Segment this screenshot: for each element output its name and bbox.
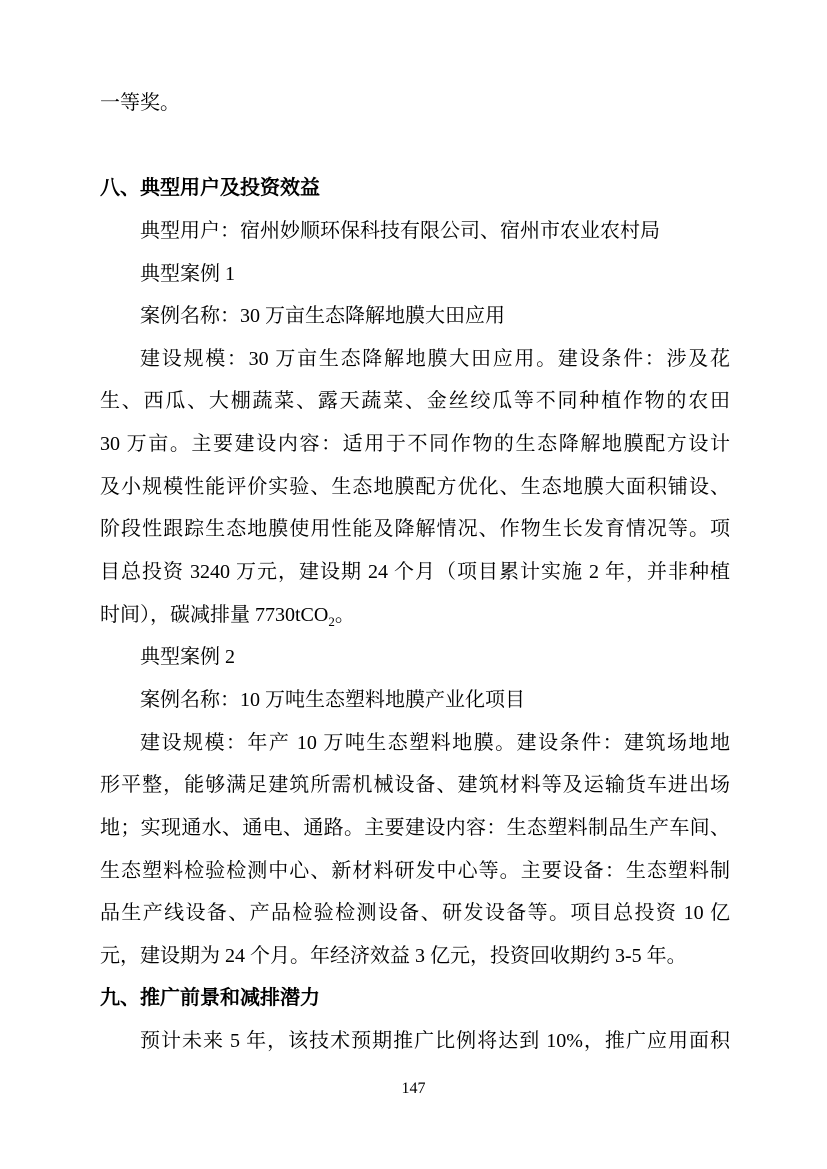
text-line: 案例名称：10 万吨生态塑料地膜产业化项目	[140, 688, 525, 711]
text-line: 地；实现通水、通电、通路。主要建设内容：生态塑料制品生产车间、	[100, 816, 730, 839]
page-number: 147	[401, 1080, 426, 1097]
text-line: 生、西瓜、大棚蔬菜、露天蔬菜、金丝绞瓜等不同种植作物的农田	[100, 390, 730, 413]
section-heading: 九、推广前景和减排潜力	[100, 987, 320, 1010]
text-line: 建设规模：30 万亩生态降解地膜大田应用。建设条件：涉及花	[140, 347, 730, 370]
text-line: 目总投资 3240 万元，建设期 24 个月（项目累计实施 2 年，并非种植	[100, 561, 730, 584]
text-line: 案例名称：30 万亩生态降解地膜大田应用	[140, 305, 505, 328]
section-heading: 八、典型用户及投资效益	[100, 177, 320, 200]
text-line: 形平整，能够满足建筑所需机械设备、建筑材料等及运输货车进出场	[100, 774, 730, 797]
text-line: 30 万亩。主要建设内容：适用于不同作物的生态降解地膜配方设计	[100, 433, 730, 456]
text-line: 典型案例 1	[140, 262, 235, 285]
text-line: 元，建设期为 24 个月。年经济效益 3 亿元，投资回收期约 3-5 年。	[100, 944, 687, 967]
text-line: 一等奖。	[100, 92, 180, 114]
text-line: 生态塑料检验检测中心、新材料研发中心等。主要设备：生态塑料制	[100, 859, 730, 882]
text-run: 时间），碳减排量 7730tCO	[100, 603, 329, 626]
text-line: 及小规模性能评价实验、生态地膜配方优化、生态地膜大面积铺设、	[100, 475, 730, 498]
blank-line	[100, 125, 730, 168]
text-line: 预计未来 5 年，该技术预期推广比例将达到 10%，推广应用面积	[140, 1030, 730, 1053]
text-line	[100, 594, 730, 637]
text-line: 典型用户：宿州妙顺环保科技有限公司、宿州市农业农村局	[140, 219, 660, 242]
subscript-text: 2	[328, 613, 335, 629]
text-line: 品生产线设备、产品检验检测设备、研发设备等。项目总投资 10 亿	[100, 902, 730, 925]
document-lines	[100, 82, 730, 1063]
text-run: 。	[334, 603, 355, 626]
text-line: 典型案例 2	[140, 646, 235, 669]
text-line: 阶段性跟踪生态地膜使用性能及降解情况、作物生长发育情况等。项	[100, 518, 730, 541]
text-line: 建设规模：年产 10 万吨生态塑料地膜。建设条件：建筑场地地	[140, 731, 730, 754]
